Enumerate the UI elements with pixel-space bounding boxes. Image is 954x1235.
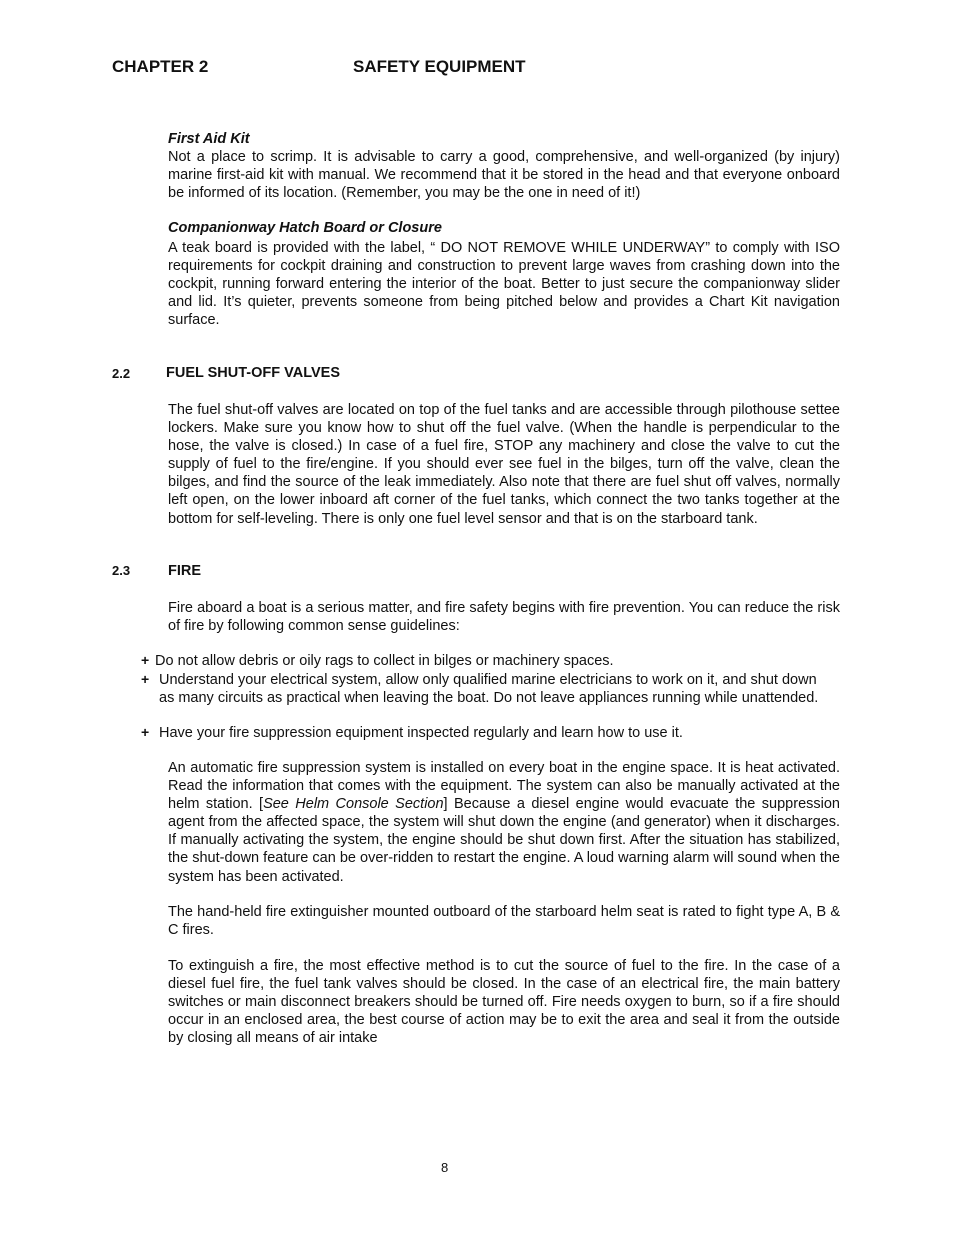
auto-suppression-text-1: An automatic fire suppression system is installed on every boat in the engine space. It is heat activated. Read the information that comes with the equipment. The system can also be manually activated at the helm station. [ bbox=[168, 760, 840, 813]
auto-suppression-text-2: ] Because a diesel engine would evacuate the suppression agent from the affected space, the system will shut down the engine (and generator) when it discharges. If manually activating the system, the engine should be shut down first. After the situation has stabilized, the shut-down feature can be over-ridden to restart the engine. A loud warning alarm will sound when the system has been activated. bbox=[168, 796, 840, 885]
extinguisher-body: The hand-held fire extinguisher mounted outboard of the starboard helm seat is rated to fight type A, B & C fires. bbox=[168, 904, 840, 939]
fire-intro: Fire aboard a boat is a serious matter, and fire safety begins with fire prevention. You can reduce the risk of fire by following common sense guidelines: bbox=[168, 600, 840, 635]
chapter-title: SAFETY EQUIPMENT bbox=[353, 57, 526, 76]
section-2-2-number: 2.2 bbox=[112, 366, 131, 381]
extinguish-method-body: To extinguish a fire, the most effective method is to cut the source of fuel to the fire. In the case of a diesel fuel fire, the fuel tank valves should be closed. In the case of an electrical fire, the main battery switches or main disconnect breakers should be turned off. Fire needs oxygen to burn, so if a fire should occur in an enclosed area, the best course of action may be to exit the area and seal it from the outside by closing all means of air intake bbox=[168, 958, 840, 1047]
page-number: 8 bbox=[441, 1160, 449, 1175]
fuel-valves-body: The fuel shut-off valves are located on top of the fuel tanks and are accessible through pilothouse settee lockers. Make sure you know how to shut off the fuel valve. (When the handle is perpendicular to the hose, the valve is closed.) In case of a fuel fire, STOP any machinery and close the valve to cut the supply of fuel to the fire/engine. If you should ever see fuel in the bilges, turn off the valve, clean the bilges, and find the source of the leak immediately. Also note that there are fuel shut off valves, normally left open, on the lower inboard aft corner of the fuel tanks, which connect the two tanks together at the bottom for self-leveling. There is only one fuel level sensor and that is on the starboard tank. bbox=[168, 402, 840, 527]
bullet-item: Do not allow debris or oily rags to collect in bilges or machinery spaces. bbox=[155, 653, 614, 669]
section-2-3-title: FIRE bbox=[168, 563, 202, 579]
bullet-marker: + bbox=[141, 671, 150, 687]
first-aid-heading: First Aid Kit bbox=[168, 131, 250, 147]
section-2-3-number: 2.3 bbox=[112, 563, 131, 578]
chapter-label: CHAPTER 2 bbox=[112, 57, 209, 76]
helm-console-reference: See Helm Console Section bbox=[263, 796, 444, 813]
bullet-item-text bbox=[159, 671, 831, 707]
auto-suppression-body bbox=[168, 759, 840, 886]
bullet-item: Have your fire suppression equipment inspected regularly and learn how to use it. bbox=[159, 725, 683, 741]
first-aid-body: Not a place to scrimp. It is advisable to carry a good, comprehensive, and well-organized (by injury) marine first-aid kit with manual. We recommend that it be stored in the head and that everyone onboard be informed of its location. (Remember, you may be the one in need of it!) bbox=[168, 149, 840, 202]
hatch-heading: Companionway Hatch Board or Closure bbox=[168, 220, 442, 236]
bullet-marker: + bbox=[141, 724, 150, 740]
section-2-2-title: FUEL SHUT-OFF VALVES bbox=[166, 365, 341, 381]
hatch-body: A teak board is provided with the label, “ DO NOT REMOVE WHILE UNDERWAY” to comply with ISO requirements for cockpit draining and construction to prevent large waves from crashing down into the cockpit, running forward entering the interior of the boat. Better to just secure the companionway slider and lid. It’s quieter, prevents someone from being pitched below and provides a Chart Kit navigation surface. bbox=[168, 240, 840, 329]
bullet-item bbox=[159, 671, 831, 707]
bullet-item-text-inner: Understand your electrical system, allow only qualified marine electricians to work on it, and shut down as many circuits as practical when leaving the boat. Do not leave appliances running while unattended. bbox=[159, 672, 819, 706]
bullet-marker: + bbox=[141, 652, 150, 668]
